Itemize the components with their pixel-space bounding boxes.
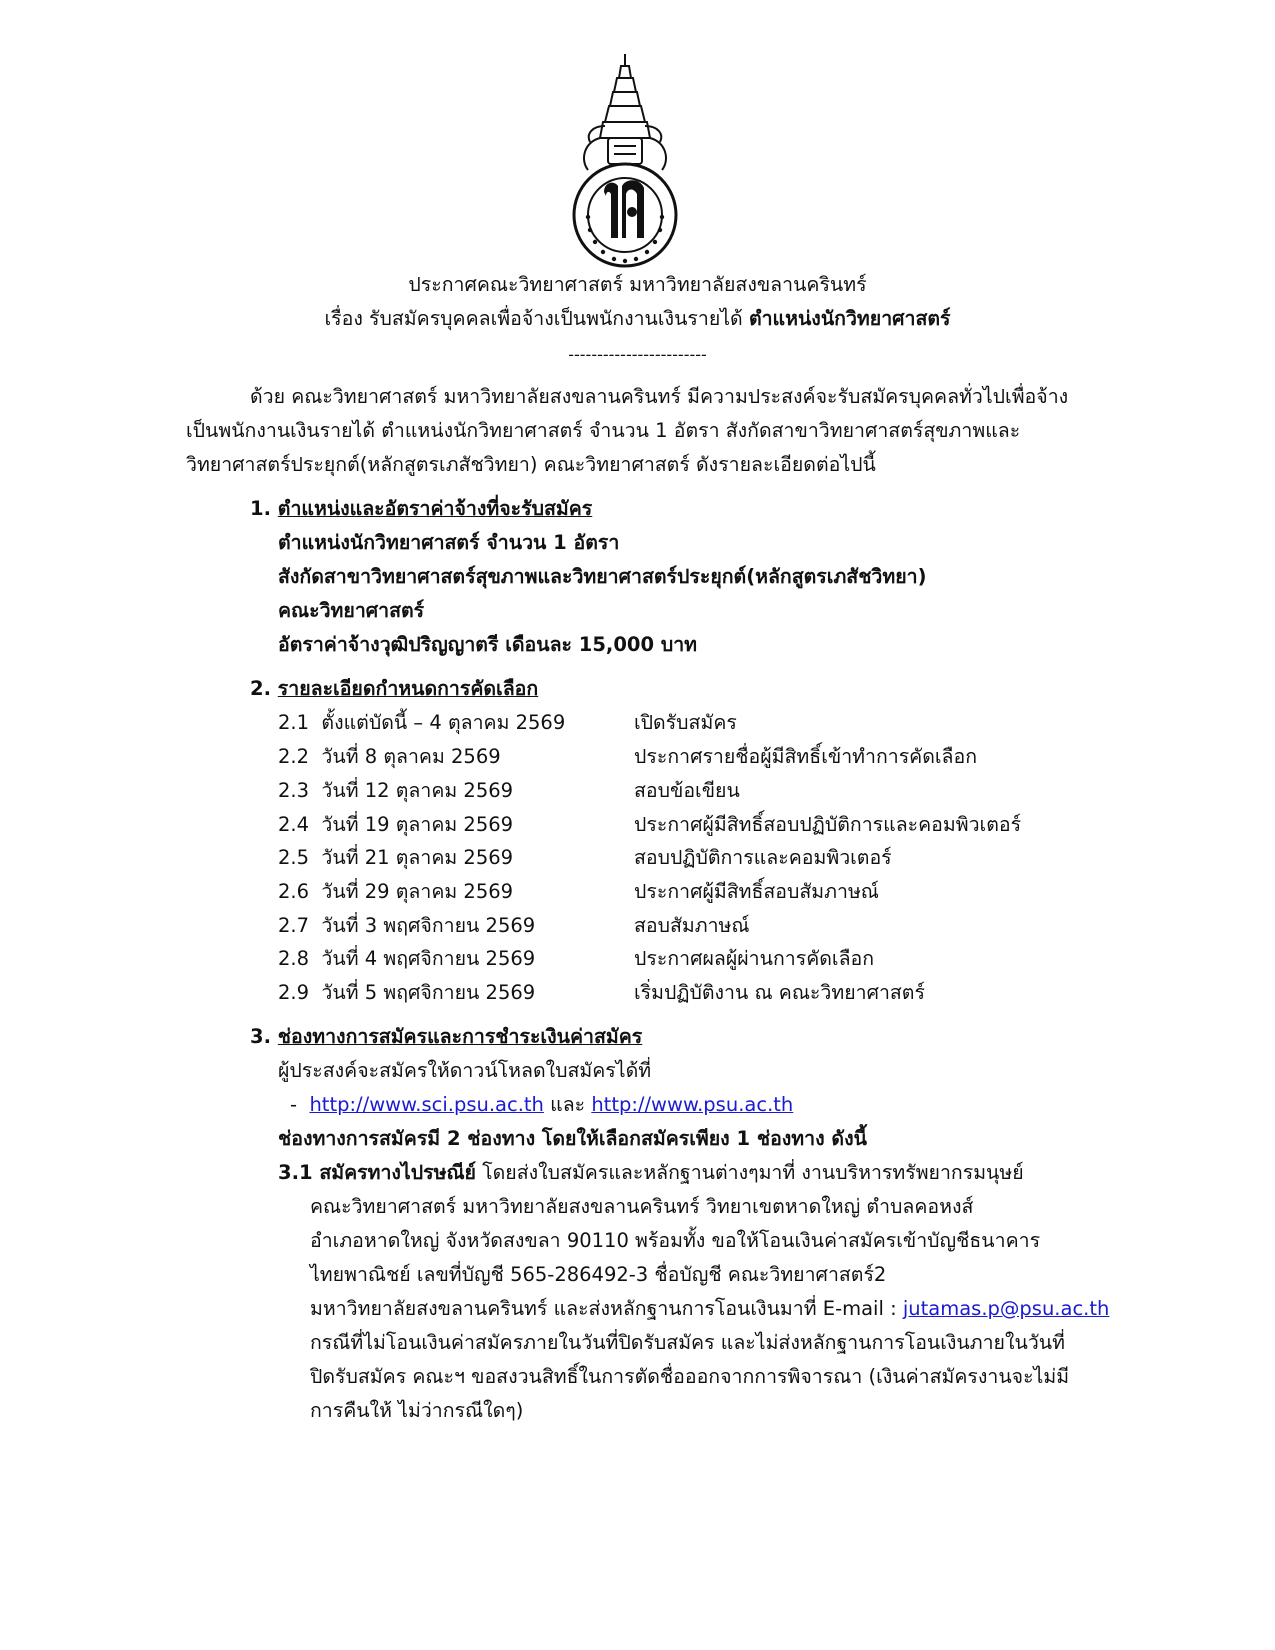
postal-line-3: ไทยพาณิชย์ เลขที่บัญชี 565-286492-3 ชื่อบัญชี คณะวิทยาศาสตร์2	[310, 1263, 887, 1286]
schedule-no: 2.8	[278, 947, 310, 970]
channels-text: ช่องทางการสมัครมี 2 ช่องทาง โดยให้เลือกสมัครเพียง 1 ช่องทาง ดังนี้	[278, 1127, 867, 1150]
schedule-event: สอบสัมภาษณ์	[634, 914, 750, 937]
postal-note-1: กรณีที่ไม่โอนเงินค่าสมัครภายในวันที่ปิดรับสมัคร และไม่ส่งหลักฐานการโอนเงินภายในวันที่	[310, 1331, 1065, 1354]
schedule-date: วันที่ 3 พฤศจิกายน 2569	[321, 914, 536, 937]
section2-heading	[250, 672, 538, 706]
section1-heading	[250, 492, 592, 526]
schedule-date: วันที่ 12 ตุลาคม 2569	[321, 779, 514, 802]
section1-number: 1.	[250, 497, 271, 520]
section3-title: ช่องทางการสมัครและการชำระเงินค่าสมัคร	[277, 1025, 643, 1048]
schedule-event: ประกาศผู้มีสิทธิ์สอบปฏิบัติการและคอมพิวเตอร์	[634, 813, 1022, 836]
schedule-event: เปิดรับสมัคร	[634, 711, 737, 734]
and-text: และ	[543, 1093, 592, 1116]
schedule-no: 2.3	[278, 779, 310, 802]
schedule-no: 2.6	[278, 880, 310, 903]
announcement-title: ประกาศคณะวิทยาศาสตร์ มหาวิทยาลัยสงขลานครินทร์	[408, 273, 867, 296]
schedule-no: 2.5	[278, 846, 310, 869]
schedule-no: 2.1	[278, 711, 310, 734]
download-instruction: ผู้ประสงค์จะสมัครให้ดาวน์โหลดใบสมัครได้ที่	[278, 1059, 652, 1082]
schedule-date: วันที่ 19 ตุลาคม 2569	[321, 813, 514, 836]
schedule-item	[278, 706, 565, 740]
schedule-item	[278, 740, 501, 774]
schedule-item	[278, 774, 513, 808]
section1-salary: อัตราค่าจ้างวุฒิปริญญาตรี เดือนละ 15,000 บาท	[278, 633, 698, 656]
schedule-no: 2.9	[278, 981, 310, 1004]
announcement-subject	[0, 302, 1275, 336]
schedule-event: เริ่มปฏิบัติงาน ณ คณะวิทยาศาสตร์	[634, 981, 925, 1004]
schedule-item	[278, 841, 513, 875]
schedule-item	[278, 942, 535, 976]
postal-first-line: โดยส่งใบสมัครและหลักฐานต่างๆมาที่ งานบริหารทรัพยากรมนุษย์	[475, 1161, 1024, 1184]
schedule-date: วันที่ 8 ตุลาคม 2569	[321, 745, 501, 768]
schedule-no: 2.2	[278, 745, 310, 768]
sci-psu-link[interactable]: http://www.sci.psu.ac.th	[309, 1093, 544, 1116]
section1-position: ตำแหน่งนักวิทยาศาสตร์ จำนวน 1 อัตรา	[278, 531, 620, 554]
postal-note-2: ปิดรับสมัคร คณะฯ ขอสงวนสิทธิ์ในการตัดชื่อออกจากการพิจารณา (เงินค่าสมัครงานจะไม่มี	[310, 1365, 1070, 1388]
section1-faculty: คณะวิทยาศาสตร์	[278, 599, 425, 622]
schedule-date: ตั้งแต่บัดนี้ – 4 ตุลาคม 2569	[321, 711, 566, 734]
section2-title: รายละเอียดกำหนดการคัดเลือก	[277, 677, 539, 700]
schedule-date: วันที่ 5 พฤศจิกายน 2569	[321, 981, 536, 1004]
postal-note-3: การคืนให้ ไม่ว่ากรณีใดๆ)	[310, 1399, 524, 1422]
schedule-no: 2.7	[278, 914, 310, 937]
intro-line-2: เป็นพนักงานเงินรายได้ ตำแหน่งนักวิทยาศาสตร์ จำนวน 1 อัตรา สังกัดสาขาวิทยาศาสตร์สุขภาพและ	[186, 419, 1021, 442]
university-seal-icon	[570, 52, 680, 270]
postal-application-line	[278, 1156, 1024, 1190]
psu-link[interactable]: http://www.psu.ac.th	[591, 1093, 794, 1116]
download-links	[290, 1088, 793, 1122]
schedule-date: วันที่ 4 พฤศจิกายน 2569	[321, 947, 536, 970]
schedule-event: ประกาศรายชื่อผู้มีสิทธิ์เข้าทำการคัดเลือก	[634, 745, 978, 768]
schedule-no: 2.4	[278, 813, 310, 836]
schedule-item	[278, 875, 513, 909]
subject-text: เรื่อง รับสมัครบุคคลเพื่อจ้างเป็นพนักงานเงินรายได้	[324, 307, 749, 330]
email-prefix: มหาวิทยาลัยสงขลานครินทร์ และส่งหลักฐานการโอนเงินมาที่ E-mail :	[310, 1297, 903, 1320]
schedule-event: ประกาศผลผู้ผ่านการคัดเลือก	[634, 947, 875, 970]
bullet-dash: -	[290, 1093, 298, 1116]
postal-title: 3.1 สมัครทางไปรษณีย์	[278, 1161, 476, 1184]
postal-line-1: คณะวิทยาศาสตร์ มหาวิทยาลัยสงขลานครินทร์ วิทยาเขตหาดใหญ่ ตำบลคอหงส์	[310, 1195, 974, 1218]
schedule-event: สอบปฏิบัติการและคอมพิวเตอร์	[634, 846, 892, 869]
schedule-event: ประกาศผู้มีสิทธิ์สอบสัมภาษณ์	[634, 880, 879, 903]
schedule-item	[278, 909, 535, 943]
email-link[interactable]: jutamas.p@psu.ac.th	[902, 1297, 1110, 1320]
schedule-date: วันที่ 29 ตุลาคม 2569	[321, 880, 514, 903]
postal-email-line	[310, 1292, 1109, 1326]
schedule-item	[278, 976, 535, 1010]
intro-line-3: วิทยาศาสตร์ประยุกต์(หลักสูตรเภสัชวิทยา) คณะวิทยาศาสตร์ ดังรายละเอียดต่อไปนี้	[186, 453, 876, 476]
section3-number: 3.	[250, 1025, 271, 1048]
schedule-item	[278, 808, 513, 842]
section1-department: สังกัดสาขาวิทยาศาสตร์สุขภาพและวิทยาศาสตร์ประยุกต์(หลักสูตรเภสัชวิทยา)	[278, 565, 927, 588]
schedule-date: วันที่ 21 ตุลาคม 2569	[321, 846, 514, 869]
section1-title: ตำแหน่งและอัตราค่าจ้างที่จะรับสมัคร	[277, 497, 593, 520]
section2-number: 2.	[250, 677, 271, 700]
schedule-event: สอบข้อเขียน	[634, 779, 740, 802]
intro-line-1: ด้วย คณะวิทยาศาสตร์ มหาวิทยาลัยสงขลานครินทร์ มีความประสงค์จะรับสมัครบุคคลทั่วไปเพื่อจ้าง	[250, 385, 1069, 408]
postal-line-2: อำเภอหาดใหญ่ จังหวัดสงขลา 90110 พร้อมทั้ง ขอให้โอนเงินค่าสมัครเข้าบัญชีธนาคาร	[310, 1229, 1041, 1252]
header-divider: ------------------------	[568, 345, 707, 364]
section3-heading	[250, 1020, 642, 1054]
subject-position: ตำแหน่งนักวิทยาศาสตร์	[748, 307, 951, 330]
